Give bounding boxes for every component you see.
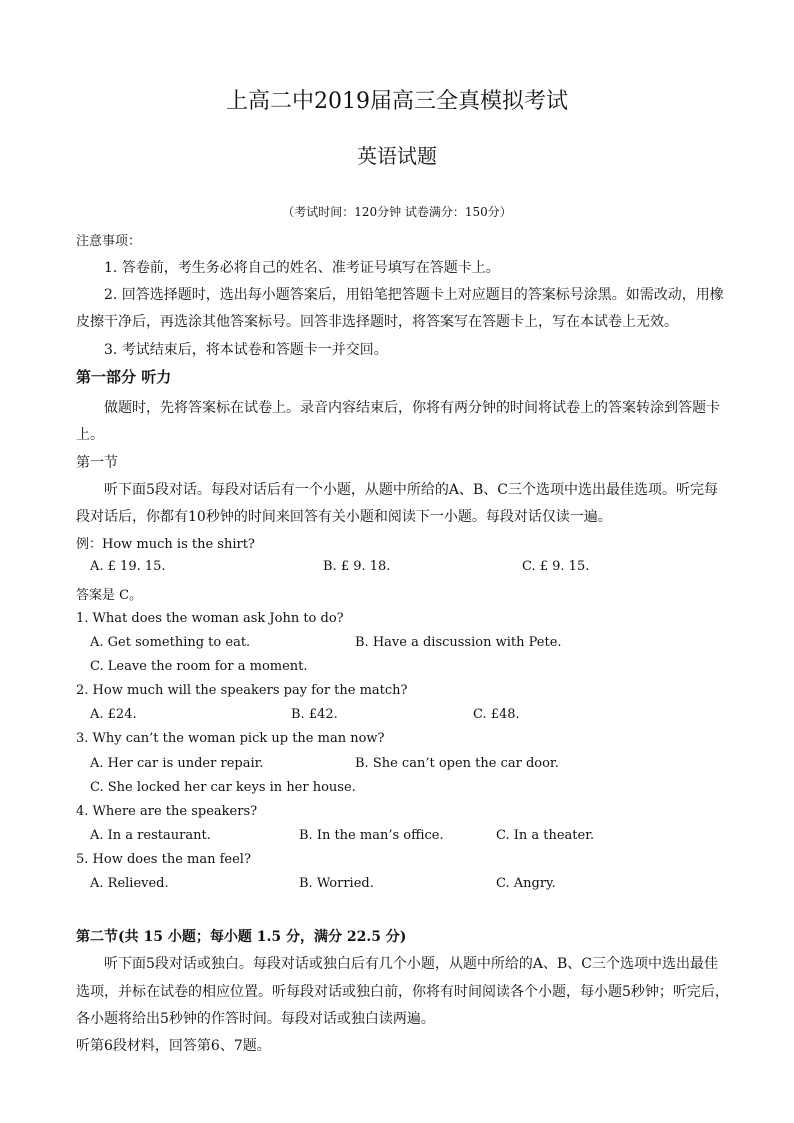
exam-info: （考试时间：120分钟 试卷满分：150分）: [282, 205, 512, 219]
question-2-option-b: B. £42.: [291, 707, 338, 722]
section1-line-2: 段对话后，你都有10秒钟的时间来回答有关小题和阅读下一小题。每段对话仅读一遍。: [76, 509, 612, 525]
question-5-option-a: A. Relieved.: [90, 876, 169, 891]
section2-line-1: 听下面5段对话或独白。每段对话或独白后有几个小题，从题中所给的A、B、C三个选项中选出最佳: [104, 956, 719, 972]
question-1: 1. What does the woman ask John to do?: [76, 611, 344, 626]
question-1-option-c: C. Leave the room for a moment.: [90, 659, 308, 674]
question-5: 5. How does the man feel?: [76, 852, 251, 867]
question-1-option-a: A. Get something to eat.: [90, 635, 251, 650]
question-4-option-c: C. In a theater.: [496, 828, 595, 843]
section1-heading: 第一节: [76, 455, 118, 471]
material-6-instruction: 听第6段材料，回答第6、7题。: [76, 1038, 271, 1054]
notice-item-3: 3. 考试结束后，将本试卷和答题卡一并交回。: [104, 342, 388, 358]
part1-intro-line-1: 做题时，先将答案标在试卷上。录音内容结束后，你将有两分钟的时间将试卷上的答案转涂到答题卡: [104, 400, 720, 416]
example-option-c: C. £ 9. 15.: [522, 559, 590, 574]
question-4-option-b: B. In the man’s office.: [299, 828, 444, 843]
section2-heading: 第二节(共 15 小题；每小题 1.5 分，满分 22.5 分): [76, 929, 407, 945]
section2-line-2: 选项，并标在试卷的相应位置。听每段对话或独白前，你将有时间阅读各个小题，每小题5秒钟；听完后，: [76, 984, 729, 1000]
question-3-option-a: A. Her car is under repair.: [90, 756, 264, 771]
question-5-option-c: C. Angry.: [496, 876, 556, 891]
question-4-option-a: A. In a restaurant.: [90, 828, 211, 843]
notice-item-2-line-2: 皮擦干净后，再选涂其他答案标号。回答非选择题时，将答案写在答题卡上，写在本试卷上无效。: [76, 314, 678, 330]
question-4: 4. Where are the speakers?: [76, 804, 258, 819]
question-5-option-b: B. Worried.: [299, 876, 374, 891]
question-3: 3. Why can’t the woman pick up the man now?: [76, 731, 385, 746]
question-3-option-c: C. She locked her car keys in her house.: [90, 780, 356, 795]
section2-line-3: 各小题将给出5秒钟的作答时间。每段对话或独白读两遍。: [76, 1011, 435, 1027]
question-2-option-a: A. £24.: [90, 707, 137, 722]
exam-subtitle: 英语试题: [357, 144, 437, 168]
question-1-option-b: B. Have a discussion with Pete.: [355, 635, 562, 650]
example-question: 例：How much is the shirt?: [76, 537, 255, 552]
exam-title: 上高二中2019届高三全真模拟考试: [226, 89, 568, 114]
example-option-b: B. £ 9. 18.: [323, 559, 391, 574]
notice-item-2-line-1: 2. 回答选择题时，选出每小题答案后，用铅笔把答题卡上对应题目的答案标号涂黑。如需改动，用橡: [104, 287, 724, 303]
section1-line-1: 听下面5段对话。每段对话后有一个小题，从题中所给的A、B、C三个选项中选出最佳选项。听完每: [104, 482, 719, 498]
question-3-option-b: B. She can’t open the car door.: [355, 756, 559, 771]
notice-heading: 注意事项：: [76, 234, 142, 249]
notice-item-1: 1. 答卷前，考生务必将自己的姓名、准考证号填写在答题卡上。: [104, 260, 500, 276]
example-answer: 答案是 C。: [76, 588, 143, 603]
part1-intro-line-2: 上。: [76, 427, 104, 443]
example-option-a: A. £ 19. 15.: [90, 559, 166, 574]
question-2-option-c: C. £48.: [473, 707, 520, 722]
part1-heading: 第一部分 听力: [76, 368, 172, 386]
question-2: 2. How much will the speakers pay for the match?: [76, 683, 408, 698]
